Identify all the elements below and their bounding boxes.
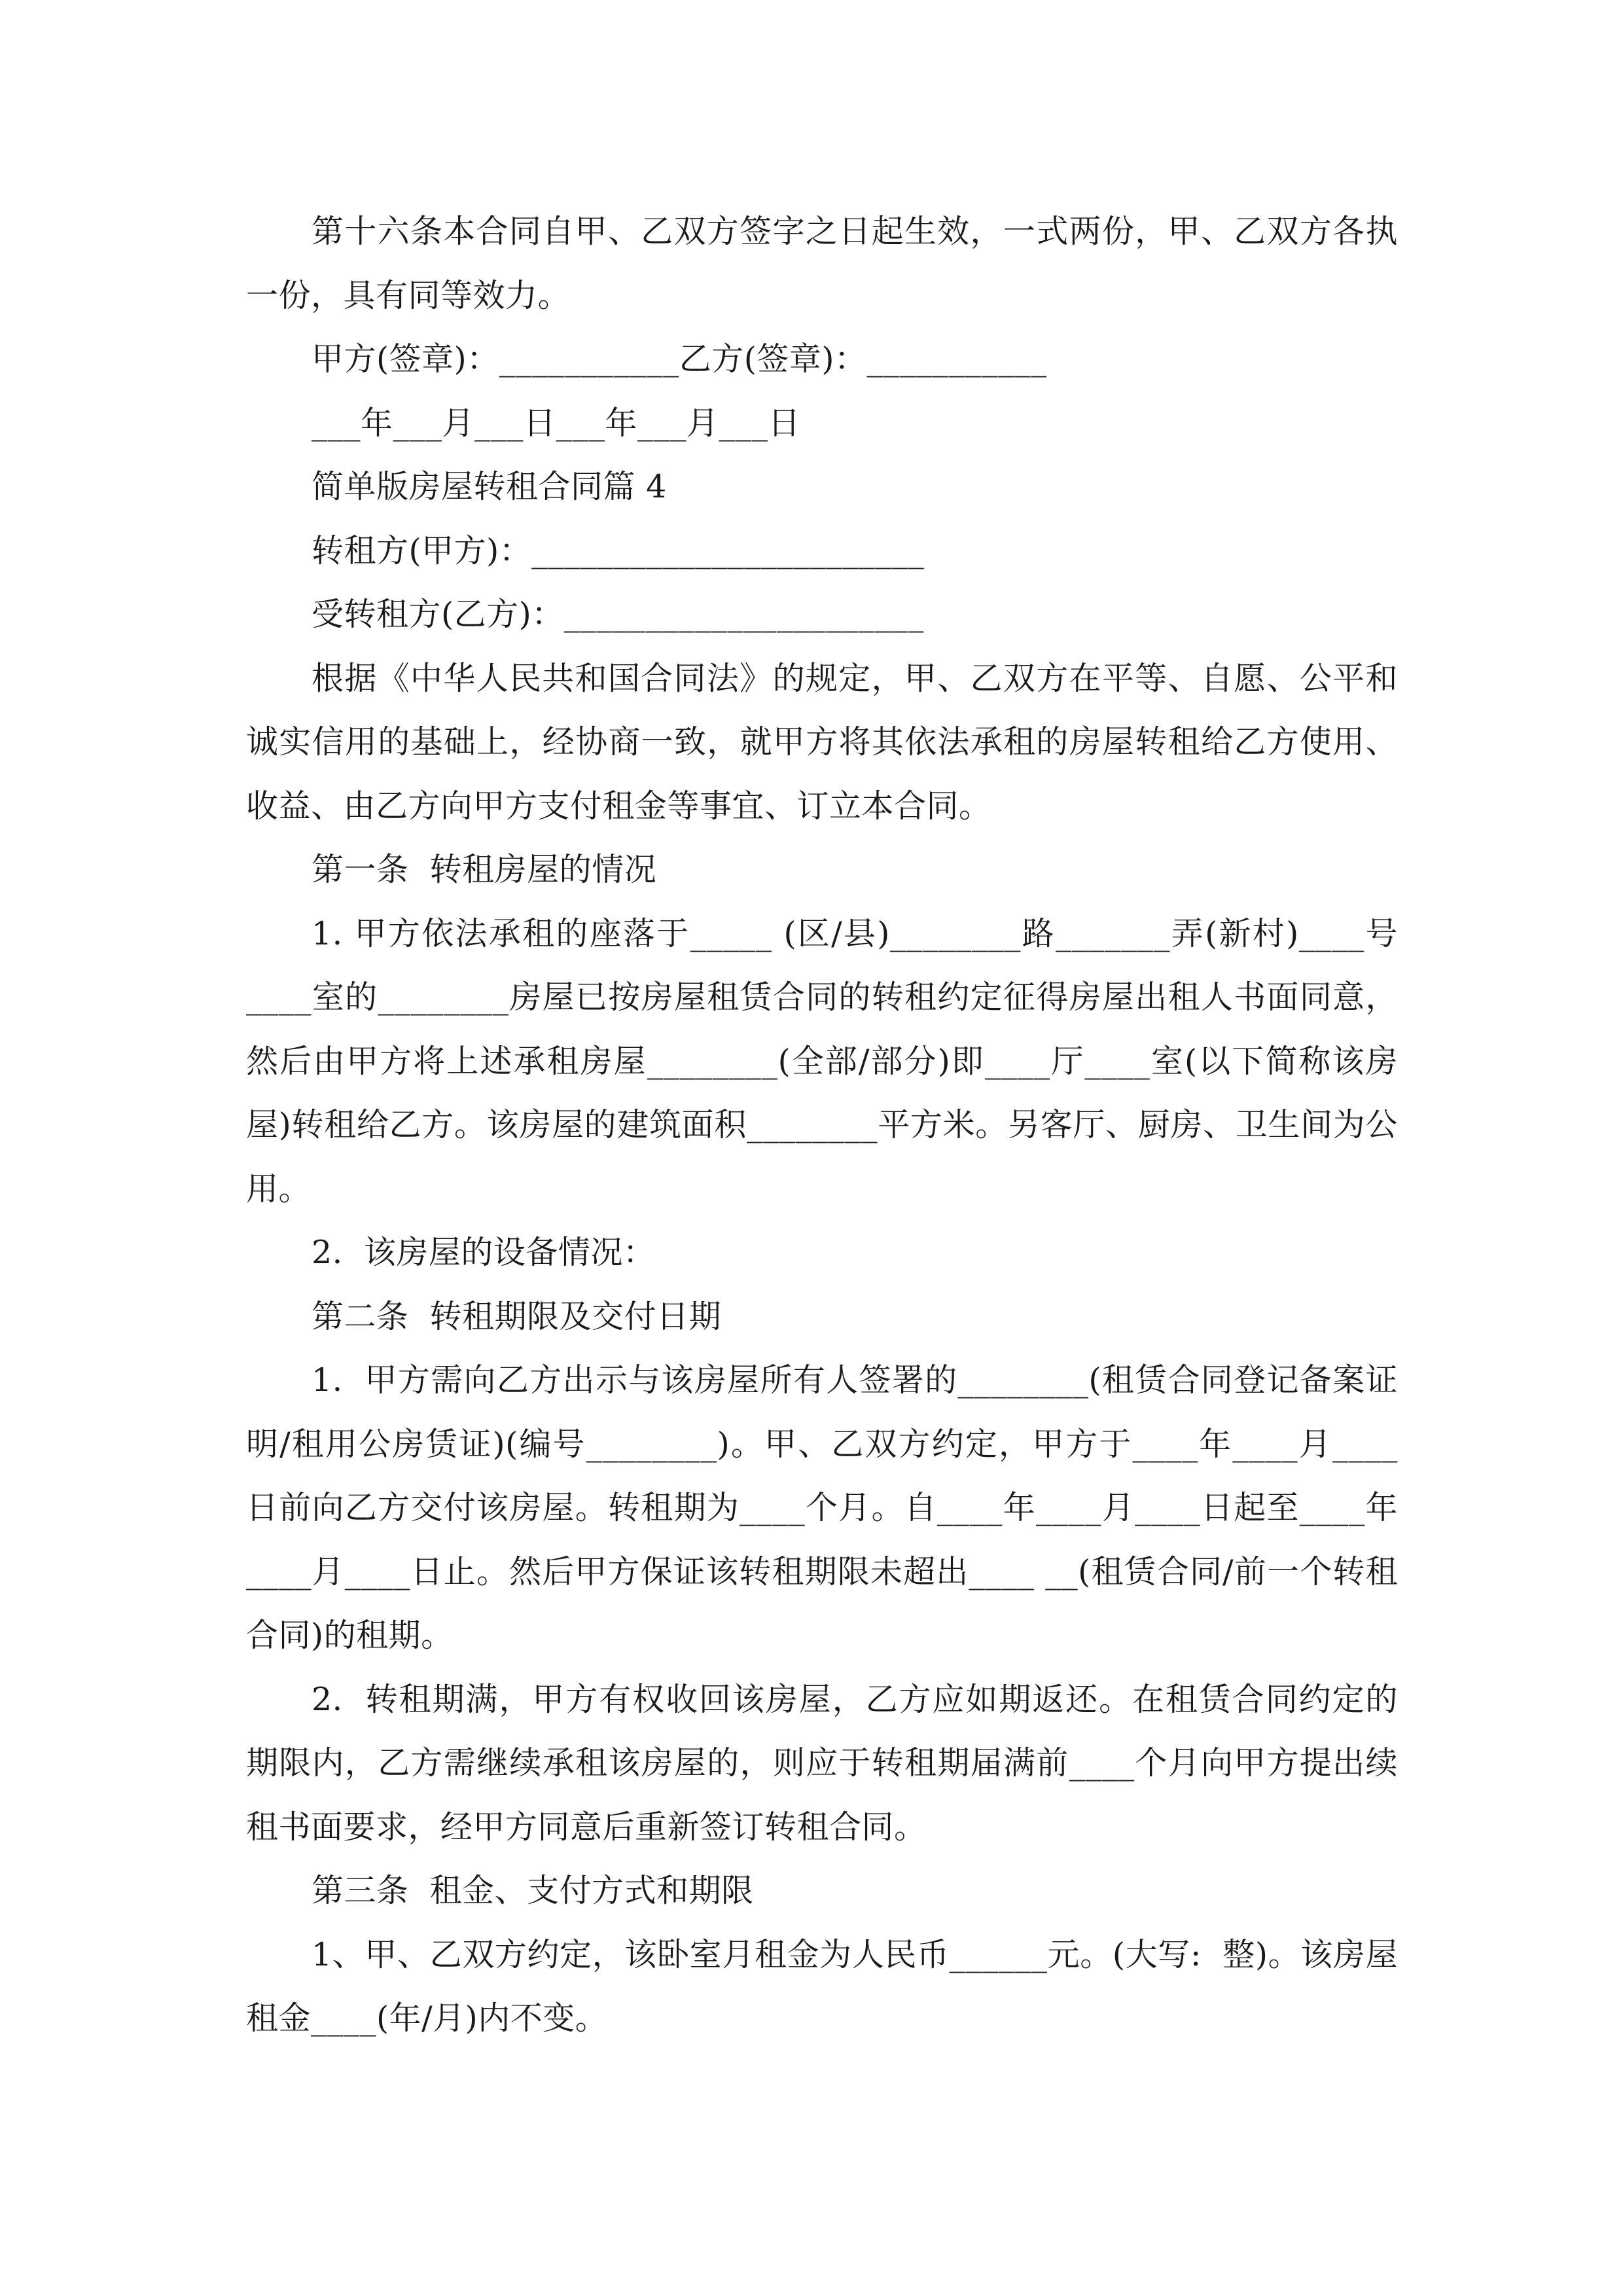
document-body <box>246 200 1398 2051</box>
section-title: 简单版房屋转租合同篇 4 <box>312 468 667 505</box>
party-a-line: 转租方(甲方)：________________________ <box>312 531 925 569</box>
article-2-item-2: 2. 转租期满，甲方有权收回该房屋，乙方应如期返还。在租赁合同约定的期限内，乙方需继续承租该房屋的，则应于转租期届满前____个月向甲方提出续租书面要求，经甲方同意后重新签订转租合同。 <box>246 1680 1398 1846</box>
signature-date-line: ___年___月___日___年___月___日 <box>312 404 801 442</box>
clause-16-effectiveness: 第十六条本合同自甲、乙双方签字之日起生效，一式两份，甲、乙双方各执一份，具有同等效力。 <box>246 213 1398 314</box>
article-1-heading: 第一条 转租房屋的情况 <box>312 851 657 888</box>
party-b-line: 受转租方(乙方)：______________________ <box>312 596 924 633</box>
article-2-item-1: 1. 甲方需向乙方出示与该房屋所有人签署的________(租赁合同登记备案证明/租用公房赁证)(编号________)。甲、乙双方约定，甲方于____年____月____日前向乙方交付该房屋。转租期为____个月。自____年____月____日起至____年____月____日止。然后甲方保证该转租期限未超出____ __(租赁合同/前一个转租合同)的租期。 <box>246 1361 1398 1654</box>
article-2-heading: 第二条 转租期限及交付日期 <box>312 1297 722 1335</box>
article-3-item-1: 1、甲、乙双方约定，该卧室月租金为人民币______元。(大写: 整)。该房屋租金____(年/月)内不变。 <box>246 1935 1398 2037</box>
article-1-item-1: 1. 甲方依法承租的座落于_____ (区/县)________路_______弄(新村)____号____室的________房屋已按房屋租赁合同的转租约定征得房屋出租人书面同意，然后由甲方将上述承租房屋________(全部/部分)即____厅____室(以下简称该房屋)转租给乙方。该房屋的建筑面积________平方米。另客厅、厨房、卫生间为公用。 <box>246 914 1398 1208</box>
preamble-paragraph: 根据《中华人民共和国合同法》的规定，甲、乙双方在平等、自愿、公平和诚实信用的基础上，经协商一致，就甲方将其依法承租的房屋转租给乙方使用、收益、由乙方向甲方支付租金等事宜、订立本合同。 <box>246 659 1398 825</box>
article-3-heading: 第三条 租金、支付方式和期限 <box>312 1872 754 1909</box>
signature-line: 甲方(签章)：___________乙方(签章)：___________ <box>312 340 1047 378</box>
article-1-item-2: 2. 该房屋的设备情况： <box>312 1234 656 1271</box>
